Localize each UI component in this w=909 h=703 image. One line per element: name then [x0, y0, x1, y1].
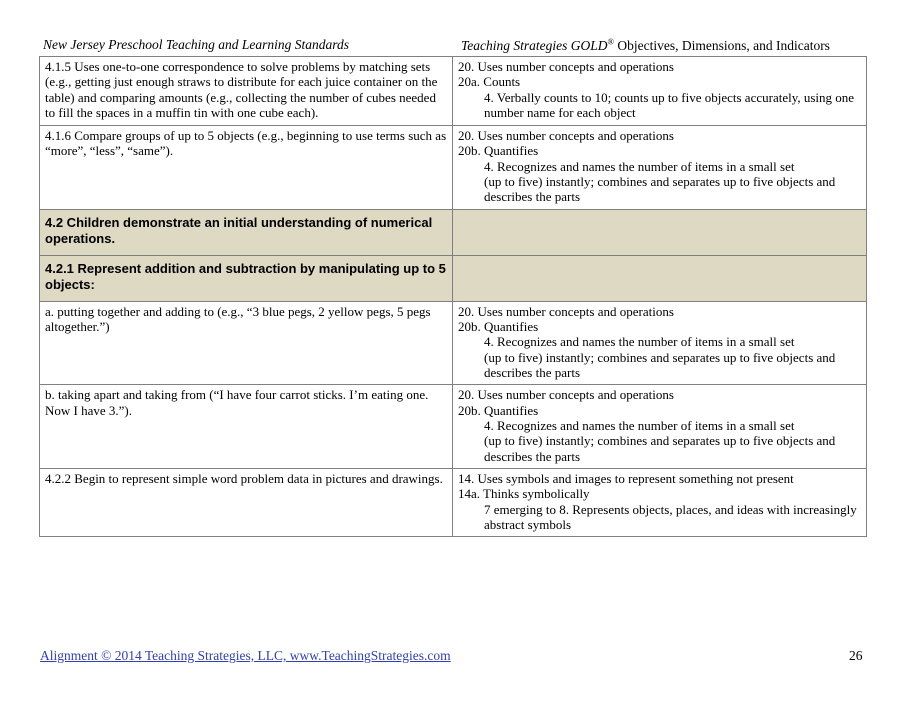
indicator-text-continued: (up to five) instantly; combines and separates up to five objects and describes the parts — [484, 173, 836, 205]
header-right-brand: Teaching Strategies GOLD — [461, 38, 608, 53]
objective-cell — [453, 301, 867, 385]
section-header-cell — [40, 209, 453, 255]
section-header-row — [40, 255, 867, 301]
standard-text: b. taking apart and taking from (“I have four carrot sticks. I’m eating one. Now I have 3.”). — [45, 387, 429, 418]
section-header-empty-cell — [453, 255, 867, 301]
objective-text: 20. Uses number concepts and operations — [458, 387, 674, 403]
table-row — [40, 301, 867, 385]
dimension-text: 20b. Quantifies — [458, 143, 539, 159]
table-row — [40, 468, 867, 536]
objective-text: 20. Uses number concepts and operations — [458, 303, 674, 319]
objective-cell — [453, 126, 867, 210]
section-header-empty-cell — [453, 209, 867, 255]
objective-text: 20. Uses number concepts and operations — [458, 59, 674, 74]
standard-text: 4.2.2 Begin to represent simple word problem data in pictures and drawings. — [45, 470, 443, 486]
standard-text: 4.1.5 Uses one-to-one correspondence to solve problems by matching sets (e.g., getting just enough straws to distribute for each juice container on the table) and comparing amounts (e.g., collecting the number of cubes needed to fill the spaces in a muffin tin with one cube each). — [45, 59, 438, 120]
table-row — [40, 385, 867, 469]
column-headers — [39, 37, 867, 56]
table-row — [40, 57, 867, 126]
objective-cell — [453, 57, 867, 126]
page-number: 26 — [849, 648, 863, 663]
indicator-text-continued: (up to five) instantly; combines and separates up to five objects and describes the parts — [484, 349, 836, 380]
objective-cell — [453, 468, 867, 536]
section-header-text: 4.2.1 Represent addition and subtraction by manipulating up to 5 objects: — [45, 260, 446, 292]
indicator-text-continued: (up to five) instantly; combines and separates up to five objects and describes the parts — [484, 433, 836, 464]
section-header-cell — [40, 255, 453, 301]
indicator-text: 4. Recognizes and names the number of items in a small set — [484, 158, 795, 174]
alignment-table-body — [40, 57, 867, 537]
objective-text: 14. Uses symbols and images to represent something not present — [458, 470, 794, 486]
table-row — [40, 126, 867, 210]
standard-cell — [40, 57, 453, 126]
dimension-text: 20b. Quantifies — [458, 318, 539, 334]
standard-text: a. putting together and adding to (e.g., “3 blue pegs, 2 yellow pegs, 5 pegs altogether.”) — [45, 303, 431, 334]
section-header-row — [40, 209, 867, 255]
indicator-text: 4. Recognizes and names the number of items in a small set — [484, 417, 795, 433]
header-right-objectives-title — [461, 38, 830, 54]
dimension-text: 14a. Thinks symbolically — [458, 486, 590, 502]
standard-text: 4.1.6 Compare groups of up to 5 objects (e.g., beginning to use terms such as “more”, “less”, “same”). — [45, 128, 447, 159]
standard-cell — [40, 385, 453, 469]
standard-cell — [40, 126, 453, 210]
header-left-standards-title: New Jersey Preschool Teaching and Learning Standards — [43, 37, 349, 52]
standard-cell — [40, 301, 453, 385]
standard-cell — [40, 468, 453, 536]
section-header-text: 4.2 Children demonstrate an initial understanding of numerical operations. — [45, 214, 433, 246]
indicator-text: 4. Recognizes and names the number of items in a small set — [484, 334, 795, 350]
dimension-text: 20b. Quantifies — [458, 402, 539, 418]
indicator-text: 7 emerging to 8. Represents objects, places, and ideas with increasingly abstract symbols — [484, 501, 857, 532]
objective-text: 20. Uses number concepts and operations — [458, 128, 674, 143]
registered-trademark-icon: ® — [607, 36, 614, 47]
indicator-text: 4. Verbally counts to 10; counts up to five objects accurately, using one number name for each object — [484, 89, 855, 120]
footer-copyright-link[interactable]: Alignment © 2014 Teaching Strategies, LLC, www.TeachingStrategies.com — [40, 648, 451, 663]
alignment-table — [39, 56, 867, 537]
dimension-text: 20a. Counts — [458, 74, 521, 90]
objective-cell — [453, 385, 867, 469]
header-right-rest: Objectives, Dimensions, and Indicators — [613, 38, 830, 53]
